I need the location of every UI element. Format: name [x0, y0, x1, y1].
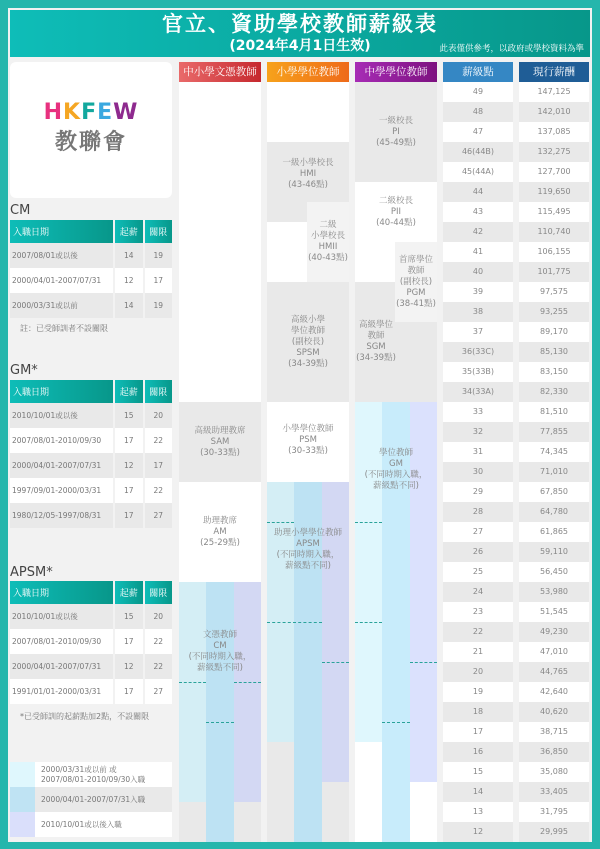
salary-value: 74,345: [519, 442, 589, 462]
salary-value: 56,450: [519, 562, 589, 582]
gm-table: [8, 380, 174, 528]
table-cell: 19: [145, 293, 173, 318]
salary-value: 35,080: [519, 762, 589, 782]
column-header: 入職日期: [10, 380, 113, 403]
table-row: [10, 268, 172, 293]
col-header-psm: 小學學位教師: [267, 62, 349, 82]
col-header-salary: 現行薪酬: [519, 62, 589, 82]
salary-point: 18: [443, 702, 513, 722]
salary-value: 42,640: [519, 682, 589, 702]
salary-value: 71,010: [519, 462, 589, 482]
column-header: 關限: [145, 380, 173, 403]
salary-value: 36,850: [519, 742, 589, 762]
salary-value: 59,110: [519, 542, 589, 562]
salary-value: 44,765: [519, 662, 589, 682]
salary-point: 14: [443, 782, 513, 802]
apsm-table-title: APSM*: [10, 565, 53, 580]
table-cell: 1991/01/01-2000/03/31: [10, 679, 113, 704]
effective-date: (2024年4月1日生效): [229, 38, 371, 54]
table-cell: 2007/08/01或以後: [10, 243, 113, 268]
salary-value: 127,700: [519, 162, 589, 182]
table-header: [10, 380, 172, 403]
salary-point: 30: [443, 462, 513, 482]
table-cell: 1980/12/05-1997/08/31: [10, 503, 113, 528]
table-cell: 17: [115, 478, 143, 503]
salary-value: 82,330: [519, 382, 589, 402]
column-header: 起薪: [115, 581, 143, 604]
salary-value: 29,995: [519, 822, 589, 842]
table-cell: 22: [145, 428, 173, 453]
salary-point: 46(44B): [443, 142, 513, 162]
rank-sam: 高級助理教席 SAM (30-33點): [179, 402, 261, 482]
table-cell: 27: [145, 503, 173, 528]
table-row: [10, 478, 172, 503]
salary-value: 97,575: [519, 282, 589, 302]
salary-point: 48: [443, 102, 513, 122]
header: [10, 10, 590, 57]
logo: [10, 62, 172, 198]
salary-value: 67,850: [519, 482, 589, 502]
salary-point: 47: [443, 122, 513, 142]
table-row: [10, 293, 172, 318]
table-row: [10, 428, 172, 453]
salary-value: 85,130: [519, 342, 589, 362]
salary-point: 31: [443, 442, 513, 462]
legend-item: 2010/10/01或以後入職: [10, 812, 172, 837]
table-cell: 17: [115, 679, 143, 704]
table-row: [10, 629, 172, 654]
salary-point: 25: [443, 562, 513, 582]
salary-value: 33,405: [519, 782, 589, 802]
salary-value: 61,865: [519, 522, 589, 542]
table-header: [10, 220, 172, 243]
rank-am: 助理教席 AM (25-29點): [179, 482, 261, 582]
legend-item: 2000/03/31或以前 或 2007/08/01-2010/09/30入職: [10, 762, 172, 787]
rank-hmii: 二級 小學校長 HMII (40-43點): [307, 202, 349, 282]
salary-point: 38: [443, 302, 513, 322]
salary-value: 89,170: [519, 322, 589, 342]
table-cell: 22: [145, 654, 173, 679]
cm-table: [8, 220, 174, 318]
gm-table-title: GM*: [10, 363, 38, 378]
salary-value: 110,740: [519, 222, 589, 242]
table-cell: 17: [115, 428, 143, 453]
table-cell: 15: [115, 403, 143, 428]
salary-point: 19: [443, 682, 513, 702]
table-cell: 17: [115, 503, 143, 528]
legend-item: 2000/04/01-2007/07/31入職: [10, 787, 172, 812]
salary-value: 40,620: [519, 702, 589, 722]
salary-point: 43: [443, 202, 513, 222]
column-header: 關限: [145, 581, 173, 604]
logo-name: 教聯會: [54, 130, 127, 155]
rank-pgm: 首席學位 教師 (副校長) PGM (38-41點): [395, 242, 437, 322]
table-cell: 22: [145, 629, 173, 654]
table-cell: 14: [115, 243, 143, 268]
salary-point: 20: [443, 662, 513, 682]
table-cell: 2000/03/31或以前: [10, 293, 113, 318]
cm-note: 註：已受師訓者不設關限: [20, 324, 108, 333]
salary-value: 81,510: [519, 402, 589, 422]
cert-blank: [179, 82, 261, 402]
rank-hmi: 一級小學校長 HMI (43-46點): [267, 142, 349, 222]
cm-table-title: CM: [10, 203, 31, 218]
table-cell: 2007/08/01-2010/09/30: [10, 428, 113, 453]
salary-point: 40: [443, 262, 513, 282]
salary-point: 49: [443, 82, 513, 102]
salary-value: 31,795: [519, 802, 589, 822]
legend-swatch: [10, 812, 35, 837]
table-row: [10, 654, 172, 679]
salary-point: 36(33C): [443, 342, 513, 362]
salary-point: 37: [443, 322, 513, 342]
column-header: 起薪: [115, 380, 143, 403]
salary-value: 147,125: [519, 82, 589, 102]
salary-point: 17: [443, 722, 513, 742]
salary-point: 13: [443, 802, 513, 822]
table-cell: 17: [145, 268, 173, 293]
table-cell: 15: [115, 604, 143, 629]
salary-point: 29: [443, 482, 513, 502]
table-row: [10, 604, 172, 629]
table-row: [10, 243, 172, 268]
table-cell: 17: [145, 453, 173, 478]
table-cell: 2000/04/01-2007/07/31: [10, 654, 113, 679]
rank-apsm: 助理小學學位教師 APSM (不同時期入職， 薪級點不同): [273, 528, 342, 571]
table-row: [10, 503, 172, 528]
salary-point: 15: [443, 762, 513, 782]
table-row: [10, 679, 172, 704]
apsm-note: *已受師訓的起薪點加2點，不設關限: [20, 712, 150, 721]
salary-value: 51,545: [519, 602, 589, 622]
rank-sgm: 高級學位 教師 SGM (34-39點): [355, 282, 437, 402]
salary-value: 137,085: [519, 122, 589, 142]
salary-point: 12: [443, 822, 513, 842]
rank-psm: 小學學位教師 PSM (30-33點): [267, 402, 349, 482]
rank-gm: 學位教師 GM (不同時期入職， 薪級點不同): [364, 448, 428, 491]
table-cell: 20: [145, 604, 173, 629]
salary-value: 49,230: [519, 622, 589, 642]
table-cell: 1997/09/01-2000/03/31: [10, 478, 113, 503]
salary-value: 38,715: [519, 722, 589, 742]
table-cell: 17: [115, 629, 143, 654]
table-cell: 2000/04/01-2007/07/31: [10, 453, 113, 478]
rank-cm: 文憑教師 CM (不同時期入職， 薪級點不同): [188, 630, 252, 673]
salary-value: 83,150: [519, 362, 589, 382]
salary-value: 106,155: [519, 242, 589, 262]
salary-value: 93,255: [519, 302, 589, 322]
table-cell: 27: [145, 679, 173, 704]
salary-point: 24: [443, 582, 513, 602]
disclaimer: 此表僅供參考，以政府或學校資料為準: [439, 44, 584, 54]
table-cell: 22: [145, 478, 173, 503]
salary-point: 21: [443, 642, 513, 662]
table-cell: 2000/04/01-2007/07/31: [10, 268, 113, 293]
salary-point: 23: [443, 602, 513, 622]
table-cell: 14: [115, 293, 143, 318]
col-header-gm: 中學學位教師: [355, 62, 437, 82]
salary-point: 45(44A): [443, 162, 513, 182]
salary-value: 142,010: [519, 102, 589, 122]
table-header: [10, 581, 172, 604]
rank-pii: 二級校長 PII (40-44點): [355, 182, 437, 282]
salary-value: 47,010: [519, 642, 589, 662]
column-header: 入職日期: [10, 581, 113, 604]
col-header-point: 薪級點: [443, 62, 513, 82]
salary-point: 33: [443, 402, 513, 422]
salary-point: 34(33A): [443, 382, 513, 402]
apsm-table: [8, 581, 174, 704]
rank-spsm: 高級小學 學位教師 (副校長) SPSM (34-39點): [267, 282, 349, 402]
table-row: [10, 453, 172, 478]
logo-mark: HKFEW: [43, 100, 139, 125]
salary-value: 115,495: [519, 202, 589, 222]
salary-point: 42: [443, 222, 513, 242]
salary-point: 22: [443, 622, 513, 642]
salary-point: 44: [443, 182, 513, 202]
salary-value: 77,855: [519, 422, 589, 442]
table-cell: 19: [145, 243, 173, 268]
salary-value: 64,780: [519, 502, 589, 522]
salary-value: 119,650: [519, 182, 589, 202]
salary-point: 39: [443, 282, 513, 302]
table-cell: 20: [145, 403, 173, 428]
table-cell: 12: [115, 654, 143, 679]
salary-value: 101,775: [519, 262, 589, 282]
rank-pi: 一級校長 PI (45-49點): [355, 82, 437, 182]
salary-point: 35(33B): [443, 362, 513, 382]
legend-swatch: [10, 787, 35, 812]
salary-point: 16: [443, 742, 513, 762]
column-header: 起薪: [115, 220, 143, 243]
page-title: 官立、資助學校教師薪級表: [162, 12, 438, 36]
col-header-cert: 中小學文憑教師: [179, 62, 261, 82]
column-header: 關限: [145, 220, 173, 243]
salary-value: 132,275: [519, 142, 589, 162]
column-header: 入職日期: [10, 220, 113, 243]
legend-swatch: [10, 762, 35, 787]
salary-value: 53,980: [519, 582, 589, 602]
salary-point: 28: [443, 502, 513, 522]
table-row: [10, 403, 172, 428]
table-cell: 2010/10/01或以後: [10, 604, 113, 629]
table-cell: 2010/10/01或以後: [10, 403, 113, 428]
table-cell: 12: [115, 268, 143, 293]
table-cell: 2007/08/01-2010/09/30: [10, 629, 113, 654]
salary-point: 26: [443, 542, 513, 562]
salary-point: 27: [443, 522, 513, 542]
table-cell: 12: [115, 453, 143, 478]
salary-point: 41: [443, 242, 513, 262]
salary-point: 32: [443, 422, 513, 442]
